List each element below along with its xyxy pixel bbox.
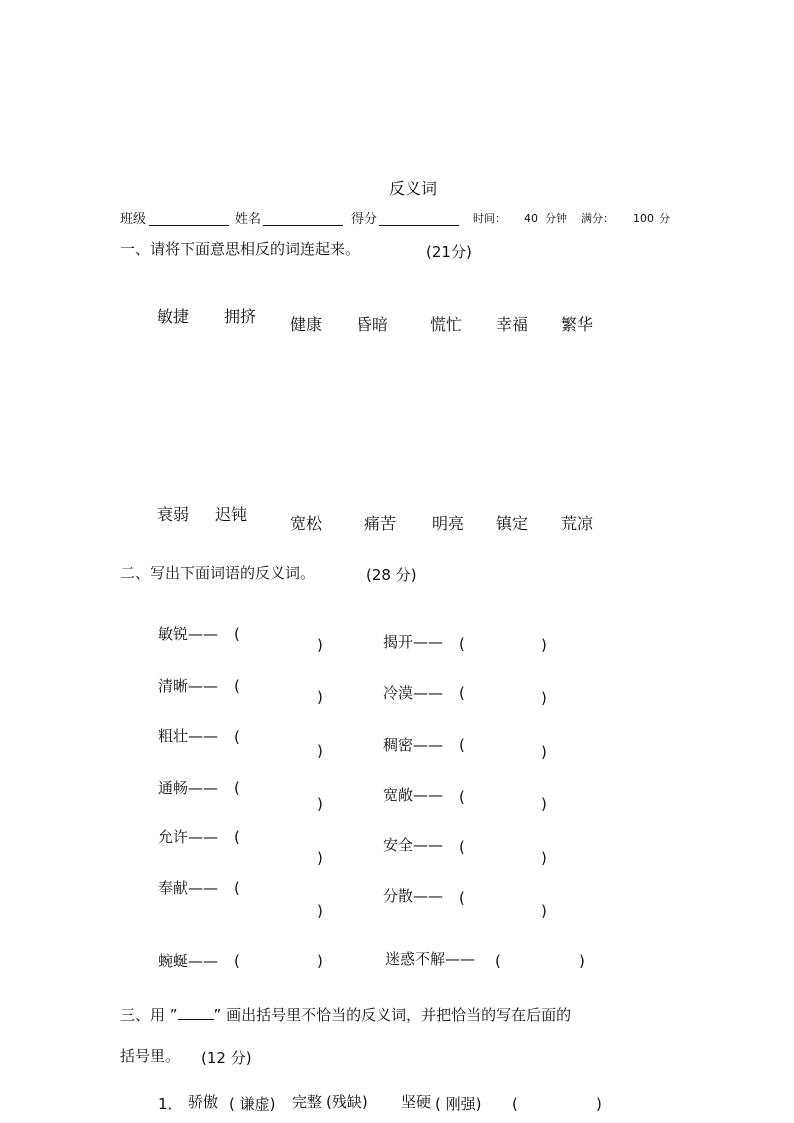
answer-close-paren: ) [317, 952, 323, 970]
full-score-value: 100 [633, 212, 654, 225]
word-item[interactable]: 幸福 [496, 315, 529, 334]
answer-close-paren: ) [317, 742, 323, 760]
full-score-unit: 分 [659, 212, 670, 225]
word-item[interactable]: 迟钝 [215, 505, 248, 524]
item-word: 允许—— [158, 828, 219, 846]
section3-points: (12 分) [201, 1049, 252, 1067]
section2-points: (28 分) [366, 566, 417, 584]
answer-open-paren: ( [459, 788, 465, 806]
question-option[interactable]: ( 谦虚) [229, 1095, 276, 1113]
item-word: 奉献—— [158, 879, 219, 897]
section2-heading: 二、写出下面词语的反义词。 [120, 564, 316, 582]
time-label: 时间： [473, 212, 506, 225]
answer-close-paren: ) [317, 636, 323, 654]
word-item[interactable]: 慌忙 [430, 315, 463, 334]
answer-open-paren: ( [234, 879, 240, 897]
answer-open-paren: ( [234, 728, 240, 746]
answer-close-paren: ) [541, 902, 547, 920]
section3-heading: 三、用 ” ” 画出括号里不恰当的反义词，并把恰当的写在后面的 [120, 1006, 572, 1024]
answer-close-paren: ) [541, 636, 547, 654]
word-item[interactable]: 明亮 [432, 514, 465, 533]
answer-close-paren: ) [317, 795, 323, 813]
answer-close-paren: ) [541, 689, 547, 707]
word-item[interactable]: 荒凉 [561, 514, 594, 533]
answer-open-paren: ( [459, 889, 465, 907]
word-item[interactable]: 宽松 [290, 514, 323, 533]
full-score-label: 满分： [581, 212, 614, 225]
score-label: 得分 [351, 212, 378, 227]
answer-open-paren: ( [234, 625, 240, 643]
word-item[interactable]: 拥挤 [224, 307, 257, 326]
name-label: 姓名 [235, 212, 262, 227]
question-word: 坚硬 [401, 1093, 432, 1111]
word-item[interactable]: 昏暗 [356, 315, 389, 334]
class-blank[interactable] [149, 225, 229, 226]
item-word: 清晰—— [158, 677, 219, 695]
item-word: 通畅—— [158, 779, 219, 797]
item-word: 迷惑不解—— [385, 950, 476, 968]
answer-close-paren: ) [541, 849, 547, 867]
word-item[interactable]: 敏捷 [157, 307, 190, 326]
answer-open-paren: ( [234, 677, 240, 695]
item-word: 宽敞—— [383, 786, 444, 804]
word-item[interactable]: 镇定 [496, 514, 529, 533]
answer-open-paren: ( [459, 684, 465, 702]
item-word: 敏锐—— [158, 625, 219, 643]
answer-close-paren: ) [541, 743, 547, 761]
item-word: 分散—— [383, 887, 444, 905]
item-word: 蜿蜒—— [158, 952, 219, 970]
item-word: 安全—— [383, 836, 444, 854]
word-item[interactable]: 健康 [290, 315, 323, 334]
item-word: 冷漠—— [383, 684, 444, 702]
question-option[interactable]: ( 刚强) [435, 1095, 482, 1113]
answer-close-paren: ) [317, 902, 323, 920]
answer-close-paren: ) [579, 952, 585, 970]
word-item[interactable]: 痛苦 [364, 514, 397, 533]
time-unit: 分钟 [545, 212, 567, 225]
section3-heading-line2: 括号里。 [120, 1047, 181, 1065]
question-option[interactable]: (残缺) [326, 1093, 368, 1111]
class-label: 班级 [120, 212, 147, 227]
question-number: 1． [158, 1095, 183, 1113]
question-word: 骄傲 [188, 1093, 219, 1111]
section1-points: (21分) [426, 243, 472, 261]
answer-close-paren: ) [317, 688, 323, 706]
item-word: 揭开—— [383, 633, 444, 651]
score-blank[interactable] [379, 225, 459, 226]
answer-open-paren: ( [459, 838, 465, 856]
item-word: 粗壮—— [158, 727, 219, 745]
answer-open-paren: ( [234, 779, 240, 797]
answer-open-paren: ( [459, 736, 465, 754]
name-blank[interactable] [263, 225, 343, 226]
answer-open-paren: ( [234, 952, 240, 970]
answer-close-paren: ) [317, 849, 323, 867]
answer-close-paren: ) [541, 795, 547, 813]
underline-sample [178, 1005, 214, 1020]
word-item[interactable]: 繁华 [561, 315, 594, 334]
answer-open-paren: ( [512, 1095, 518, 1113]
page-title: 反义词 [389, 179, 438, 198]
time-value: 40 [524, 212, 538, 225]
answer-open-paren: ( [459, 635, 465, 653]
item-word: 稠密—— [383, 736, 444, 754]
section1-heading: 一、请将下面意思相反的词连起来。 [120, 240, 361, 258]
question-word: 完整 [292, 1093, 323, 1111]
answer-open-paren: ( [495, 952, 501, 970]
answer-open-paren: ( [234, 828, 240, 846]
answer-close-paren: ) [596, 1095, 602, 1113]
word-item[interactable]: 衰弱 [157, 505, 190, 524]
